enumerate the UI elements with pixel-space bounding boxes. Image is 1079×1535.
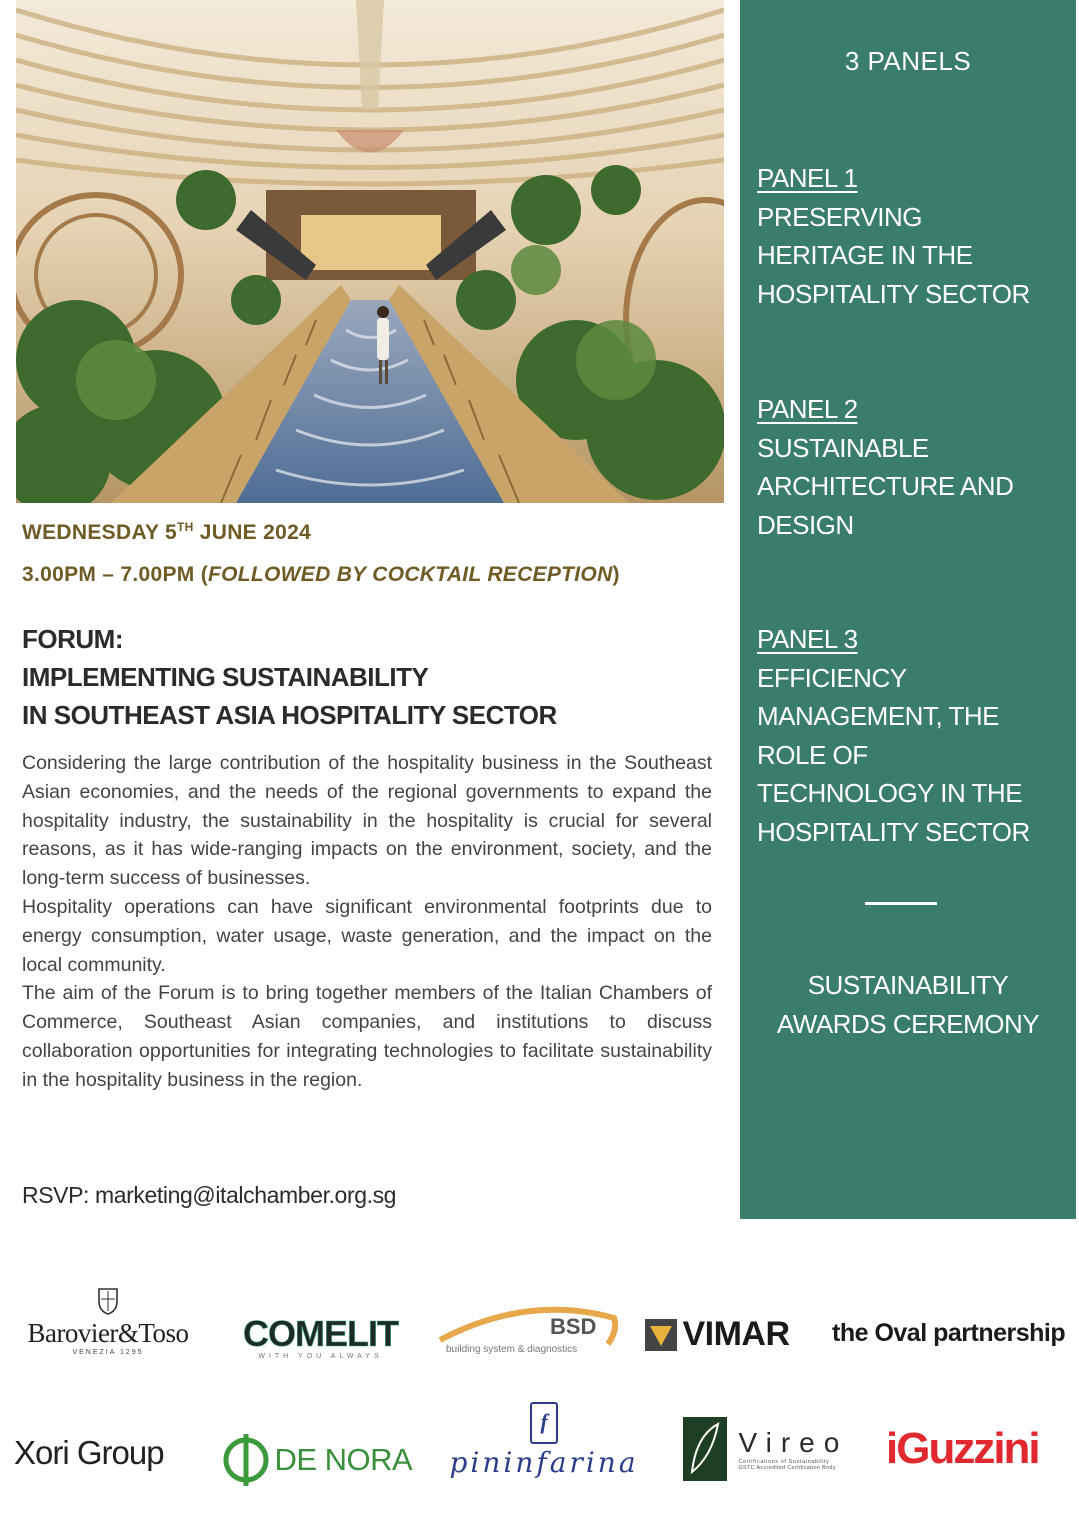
- vimar-logo: [644, 1315, 790, 1354]
- comelit-tagline: WITH YOU ALWAYS: [258, 1353, 383, 1360]
- panel-2-title-line: ARCHITECTURE AND: [757, 471, 1014, 502]
- panel-2: [757, 390, 1067, 544]
- awards-line-2: AWARDS CEREMONY: [776, 1009, 1040, 1039]
- panel-3-title-line: MANAGEMENT, THE: [757, 701, 999, 732]
- hero-atrium-image: [16, 0, 724, 503]
- bsd-tagline: building system & diagnostics: [446, 1344, 578, 1355]
- panel-1-label: PANEL 1: [757, 163, 858, 193]
- vireo-leaf-icon: [682, 1416, 728, 1482]
- date-day: WEDNESDAY 5: [22, 521, 178, 544]
- pininfarina-wordmark: pininfarina: [449, 1446, 639, 1479]
- vireo-wordmark: Vireo: [738, 1427, 849, 1458]
- vireo-text-block: [738, 1427, 848, 1471]
- panel-1-title-line: HERITAGE IN THE: [757, 240, 973, 271]
- iguzzini-logo: iGuzzini: [886, 1424, 1039, 1473]
- panel-3-title-line: TECHNOLOGY IN THE: [757, 778, 1023, 809]
- panel-2-title-line: DESIGN: [757, 509, 854, 540]
- vimar-emblem-icon: [644, 1318, 678, 1352]
- barovier-subtitle: VENEZIA 1295: [72, 1349, 144, 1356]
- panel-3-title-line: ROLE OF: [757, 739, 868, 770]
- panels-heading: 3 PANELS: [844, 46, 972, 76]
- rsvp-contact[interactable]: RSVP: marketing@italchamber.org.sg: [22, 1182, 397, 1208]
- panel-2-label: PANEL 2: [757, 394, 858, 424]
- panel-divider: [865, 902, 937, 905]
- de-nora-logo: [222, 1432, 412, 1488]
- de-nora-wordmark: DE NORA: [274, 1442, 413, 1477]
- forum-title-line-3: IN SOUTHEAST ASIA HOSPITALITY SECTOR: [22, 700, 557, 730]
- pininfarina-badge-icon: f: [530, 1402, 558, 1444]
- de-nora-emblem-icon: [222, 1432, 270, 1488]
- forum-title: [22, 620, 722, 734]
- crest-icon: [96, 1285, 120, 1315]
- panel-3-title-line: EFFICIENCY: [757, 662, 907, 693]
- panel-1: [757, 159, 1067, 313]
- vireo-logo: [682, 1416, 848, 1482]
- oval-partnership-logo: the Oval partnership: [832, 1319, 1066, 1347]
- bsd-wordmark: BSD: [550, 1314, 597, 1339]
- forum-description: [22, 749, 712, 1095]
- panel-3-title-line: HOSPITALITY SECTOR: [757, 816, 1030, 847]
- forum-title-line-1: FORUM:: [22, 624, 123, 654]
- xori-group-logo: Xori Group: [14, 1434, 164, 1471]
- panel-2-title-line: SUSTAINABLE: [757, 432, 929, 463]
- time-close: ): [612, 563, 620, 586]
- vireo-tagline-1: Certifications of Sustainability: [738, 1459, 830, 1465]
- panel-1-title-line: PRESERVING: [757, 201, 923, 232]
- description-paragraph-2: Hospitality operations can have significant environmental footprints due to energy consumption, water usage, waste generation, and the impact on the local community.: [22, 895, 712, 976]
- date-ordinal: TH: [177, 520, 194, 534]
- vireo-tagline-2: GSTC Accredited Certification Body: [738, 1465, 836, 1471]
- comelit-wordmark: COMELIT: [243, 1313, 398, 1354]
- awards-ceremony: [740, 966, 1076, 1044]
- panel-1-title-line: HOSPITALITY SECTOR: [757, 278, 1030, 309]
- time-note: FOLLOWED BY COCKTAIL RECEPTION: [208, 563, 613, 586]
- barovier-toso-logo: [12, 1285, 204, 1356]
- panel-3-label: PANEL 3: [757, 624, 858, 654]
- time-range: 3.00PM – 7.00PM (: [22, 563, 209, 586]
- event-date: [22, 520, 722, 545]
- forum-title-line-2: IMPLEMENTING SUSTAINABILITY: [22, 662, 429, 692]
- panel-3: [757, 620, 1067, 852]
- vimar-wordmark: VIMAR: [682, 1315, 790, 1353]
- bsd-logo: [432, 1300, 622, 1362]
- event-time: [22, 563, 722, 587]
- awards-line-1: SUSTAINABILITY: [807, 970, 1009, 1000]
- description-paragraph-3: The aim of the Forum is to bring together members of the Italian Chambers of Commerce, Southeast Asian companies, and institutions to discuss collaboration opportunities for integrating technologies to facilitate sustainability in the hospitality business in the region.: [22, 982, 712, 1091]
- comelit-logo: [228, 1315, 413, 1360]
- date-month-year: JUNE 2024: [193, 521, 312, 544]
- panels-sidebar: [740, 0, 1076, 1219]
- description-paragraph-1: Considering the large contribution of the hospitality business in the Southeast Asian economies, and the needs of the regional governments to expand the hospitality industry, the sustainability in the hospitality is crucial for several reasons, as it has wide-ranging impacts on the environment, society, and the long-term success of businesses.: [22, 752, 712, 890]
- barovier-wordmark: Barovier&Toso: [27, 1318, 189, 1348]
- event-info: [22, 520, 722, 587]
- pininfarina-logo: [424, 1402, 664, 1479]
